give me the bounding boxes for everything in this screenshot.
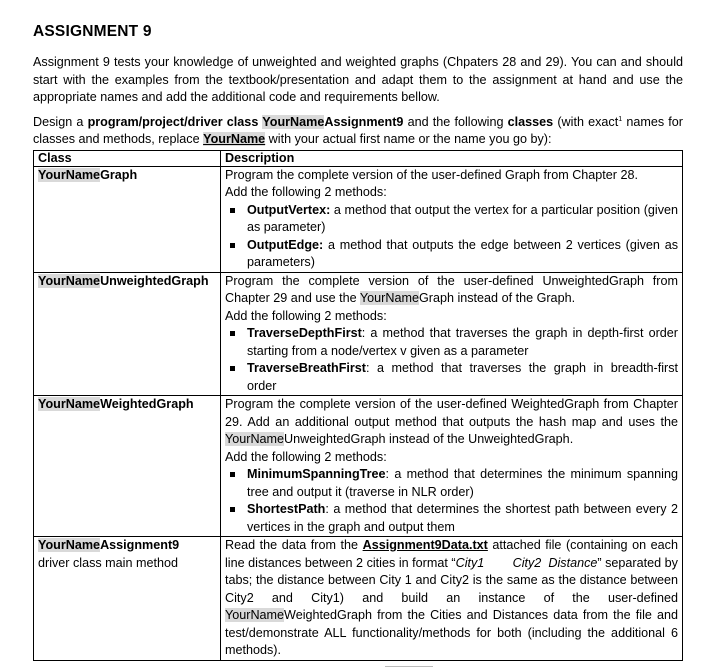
method-name: MinimumSpanningTree — [247, 467, 386, 481]
design-bold-2: Assignment9 — [324, 114, 404, 129]
description-part: UnweightedGraph instead of the UnweightedGraph. — [284, 432, 574, 446]
class-name-prefix: YourName — [38, 397, 101, 411]
method-name: TraverseDepthFirst — [247, 326, 362, 340]
table-row — [34, 166, 683, 272]
class-cell — [34, 396, 221, 537]
line-format: City1 City2 Distance — [455, 555, 598, 570]
header-description: Description — [221, 150, 683, 166]
list-item — [245, 360, 678, 395]
method-list — [225, 325, 678, 395]
class-cell — [34, 166, 221, 272]
method-list — [225, 202, 678, 272]
method-list — [225, 466, 678, 536]
list-item — [245, 325, 678, 360]
assignment-document — [33, 22, 683, 661]
footnote-marker: 1 — [618, 115, 623, 123]
description-part: ” separated by tabs; the distance between City 1 and City2 is the same as the distance between City2 and City1) and build an instance of the user-defined — [225, 555, 678, 605]
class-name-prefix: YourName — [38, 538, 101, 552]
table-row — [34, 537, 683, 661]
design-name-highlight-2: YourName — [203, 132, 266, 146]
page-edge-divider — [385, 666, 433, 670]
description-text — [225, 396, 678, 449]
description-part: WeightedGraph from the Cities and Distances data from the file and test/demonstrate ALL functionality/methods for both (including the additional 6 methods). — [225, 608, 678, 657]
data-file-name: Assignment9Data.txt — [362, 538, 488, 552]
add-methods-text: Add the following 2 methods: — [225, 449, 387, 464]
description-cell — [221, 396, 683, 537]
design-text-3: (with exact — [553, 114, 619, 129]
method-name: OutputEdge: — [247, 237, 324, 252]
class-name-prefix: YourName — [38, 273, 101, 288]
design-text-2: and the following — [403, 114, 508, 129]
method-name: OutputVertex: — [247, 202, 331, 217]
design-text-4: names for classes and methods, replace — [33, 114, 683, 146]
description-part: Graph instead of the Graph. — [418, 291, 576, 305]
table-row — [34, 272, 683, 396]
description-part: attached file (containing on each line distances between 2 cities in format “ — [225, 538, 678, 570]
class-cell — [34, 272, 221, 396]
method-description: : a method that determines the shortest path between every 2 vertices in the graph and output them — [247, 502, 678, 534]
method-name: ShortestPath — [247, 502, 326, 516]
description-part: Read the data from the — [225, 538, 363, 552]
class-name-suffix: Assignment9 — [100, 538, 180, 552]
description-part: Program the complete version of the user-defined WeightedGraph from Chapter 29. Add an additional output method that outputs the hash map and uses the — [225, 397, 678, 429]
design-name-highlight: YourName — [262, 114, 325, 129]
design-bold-1: program/project/driver class — [87, 114, 263, 129]
table-header-row — [34, 150, 683, 166]
design-text-1: Design a — [33, 114, 88, 129]
list-item — [245, 466, 678, 501]
description-text — [225, 537, 678, 660]
name-highlight: YourName — [225, 608, 285, 622]
description-cell — [221, 272, 683, 396]
method-description: : a method that determines the minimum spanning tree and output it (traverse in NLR order) — [247, 467, 678, 499]
description-cell — [221, 166, 683, 272]
method-description: : a method that traverses the graph in breadth-first order — [247, 361, 678, 393]
design-text-5: with your actual first name or the name you go by): — [265, 132, 552, 146]
method-name: TraverseBreathFirst — [247, 361, 367, 375]
add-methods-text: Add the following 2 methods: — [225, 185, 387, 199]
method-description: a method that outputs the edge between 2 vertices (given as parameters) — [247, 237, 678, 269]
method-description: : a method that traverses the graph in depth-first order starting from a node/vertex v given as a parameter — [247, 326, 678, 358]
design-bold-3: classes — [507, 114, 554, 129]
list-item — [245, 501, 678, 536]
class-name-prefix: YourName — [38, 167, 101, 182]
description-text — [225, 273, 678, 308]
description-part: Program the complete version of the user-defined UnweightedGraph from Chapter 29 and use the — [225, 273, 678, 305]
list-item — [245, 237, 678, 272]
list-item — [245, 202, 678, 237]
class-note: driver class main method — [38, 555, 178, 570]
description-cell — [221, 537, 683, 661]
class-cell — [34, 537, 221, 661]
add-methods-text: Add the following 2 methods: — [225, 308, 387, 323]
page-title: ASSIGNMENT 9 — [33, 23, 152, 40]
classes-table — [33, 150, 683, 661]
intro-paragraph: Assignment 9 tests your knowledge of unweighted and weighted graphs (Chpaters 28 and 29). You can and should start with the examples from the textbook/presentation and adapt them to the assignment at hand and use the appropriate names and add the additional code and requirements bellow. — [33, 55, 683, 104]
class-name-suffix: WeightedGraph — [100, 397, 194, 411]
name-highlight: YourName — [359, 291, 419, 305]
class-name-suffix: Graph — [100, 167, 138, 182]
name-highlight: YourName — [225, 432, 285, 446]
class-name-suffix: UnweightedGraph — [100, 273, 209, 288]
header-class: Class — [34, 150, 221, 166]
design-paragraph — [33, 114, 683, 149]
method-description: a method that output the vertex for a particular position (given as parameter) — [247, 202, 678, 234]
table-row — [34, 396, 683, 537]
description-text: Program the complete version of the user-defined Graph from Chapter 28. — [225, 167, 639, 182]
